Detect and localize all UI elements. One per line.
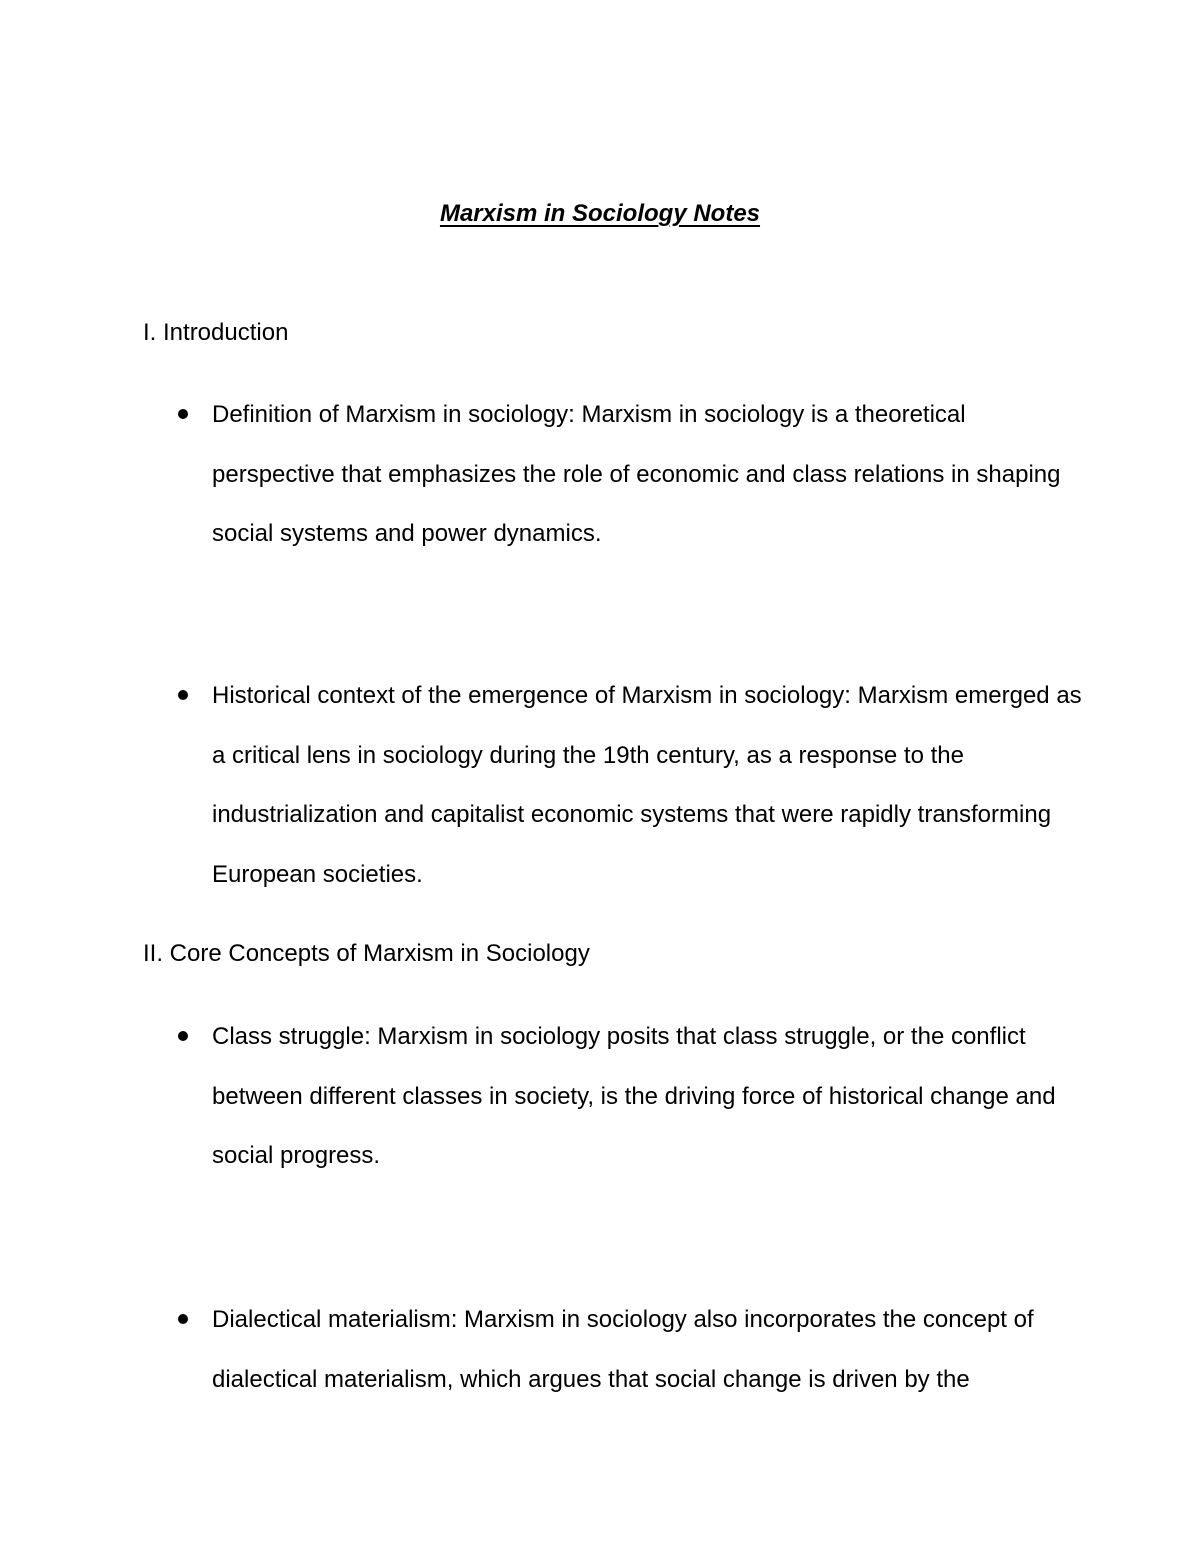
document-title: [0, 198, 1200, 230]
list-item-text: Historical context of the emergence of Marxism in sociology: Marxism emerged as a critical lens in sociology during the 19th century, as a response to the industrialization and capitalist economic systems that were rapidly transforming European societies.: [212, 682, 1082, 888]
bullet-icon: [178, 1314, 188, 1324]
list-item: [212, 385, 1082, 564]
list-item-text: Dialectical materialism: Marxism in sociology also incorporates the concept of dialectical materialism, which argues that social change is driven by the: [212, 1306, 1034, 1393]
list-item: [212, 1007, 1082, 1186]
list-item: [212, 666, 1082, 904]
bullet-icon: [178, 690, 188, 700]
bullet-icon: [178, 1031, 188, 1041]
list-item: [212, 1290, 1082, 1409]
section-heading-introduction: I. Introduction: [143, 319, 289, 346]
section-heading-core-concepts: II. Core Concepts of Marxism in Sociology: [143, 940, 590, 967]
bullet-icon: [178, 409, 188, 419]
list-item-text: Class struggle: Marxism in sociology posits that class struggle, or the conflict between different classes in society, is the driving force of historical change and social progress.: [212, 1023, 1056, 1169]
document-title-text: Marxism in Sociology Notes: [439, 200, 761, 227]
list-item-text: Definition of Marxism in sociology: Marxism in sociology is a theoretical perspective that emphasizes the role of economic and class relations in shaping social systems and power dynamics.: [212, 401, 1061, 547]
